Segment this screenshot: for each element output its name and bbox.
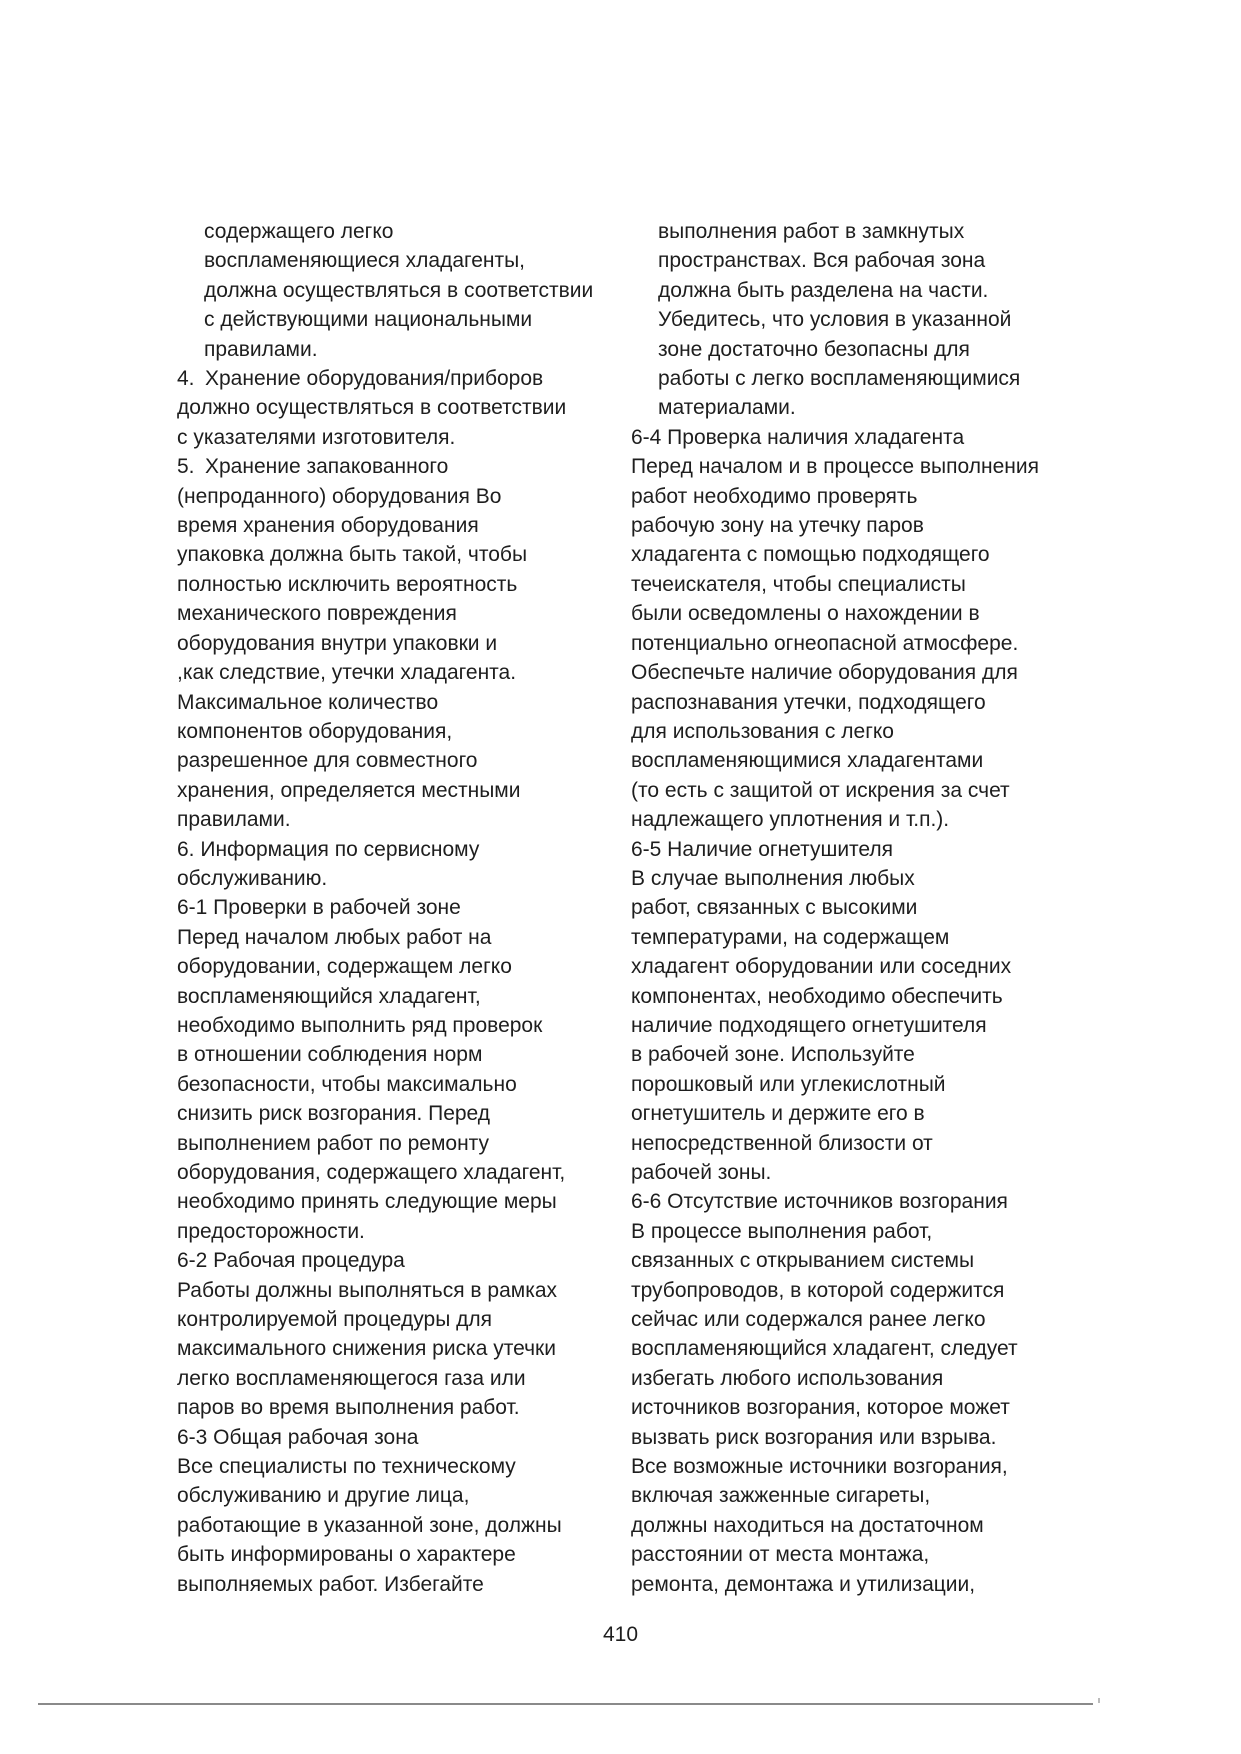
text-line: Максимальное количество bbox=[177, 690, 439, 714]
text-line: время хранения оборудования bbox=[177, 514, 479, 538]
text-line: расстоянии от места монтажа, bbox=[631, 1543, 930, 1567]
text-line: были осведомлены о нахождении в bbox=[631, 602, 980, 626]
section-heading-6-5: 6-5 Наличие огнетушителя bbox=[631, 837, 894, 861]
text-line: правилами. bbox=[177, 808, 291, 832]
text-line: зоне достаточно безопасны для bbox=[658, 337, 970, 361]
text-line: Все специалисты по техническому bbox=[177, 1455, 516, 1479]
section-body-6-3 bbox=[177, 1452, 627, 1599]
section-heading-6-3: 6-3 Общая рабочая зона bbox=[177, 1425, 419, 1449]
text-line: непосредственной близости от bbox=[631, 1131, 933, 1155]
footer-divider bbox=[38, 1703, 1093, 1705]
text-line: рабочей зоны. bbox=[631, 1161, 772, 1184]
text-line: должно осуществляться в соответствии bbox=[177, 396, 567, 420]
text-line: источников возгорания, которое может bbox=[631, 1396, 1010, 1420]
text-line: с действующими национальными bbox=[204, 308, 533, 332]
text-line: трубопроводов, в которой содержится bbox=[631, 1278, 1005, 1302]
paragraph-continuation bbox=[631, 217, 1081, 423]
text-line: полностью исключить вероятность bbox=[177, 572, 518, 596]
text-line: Перед началом любых работ на bbox=[177, 925, 492, 949]
text-line: выполнения работ в замкнутых bbox=[658, 220, 965, 243]
text-line: наличие подходящего огнетушителя bbox=[631, 1013, 987, 1037]
text-line: потенциально огнеопасной атмосфере. bbox=[631, 631, 1019, 655]
section-body-6-6 bbox=[631, 1217, 1081, 1599]
text-line: материалами. bbox=[658, 396, 796, 420]
text-line: (непроданного) оборудования Во bbox=[177, 484, 502, 508]
text-line: обслуживанию. bbox=[177, 866, 328, 890]
text-line: компонентов оборудования, bbox=[177, 719, 453, 743]
text-line: хладагент оборудовании или соседних bbox=[631, 955, 1012, 979]
text-line: необходимо выполнить ряд проверок bbox=[177, 1013, 543, 1037]
section-heading-6-6: 6-6 Отсутствие источников возгорания bbox=[631, 1190, 1008, 1214]
text-line: температурами, на содержащем bbox=[631, 925, 950, 949]
text-line: оборудовании, содержащем легко bbox=[177, 955, 512, 979]
text-line: вызвать риск возгорания или взрыва. bbox=[631, 1425, 997, 1449]
list-item-4 bbox=[177, 364, 627, 452]
text-line: должны находиться на достаточном bbox=[631, 1513, 984, 1537]
list-item-6 bbox=[177, 835, 627, 894]
text-line: огнетушитель и держите его в bbox=[631, 1102, 925, 1126]
text-line: ,как следствие, утечки хладагента. bbox=[177, 661, 517, 685]
section-body-6-1 bbox=[177, 923, 627, 1246]
list-item-5 bbox=[177, 452, 627, 834]
text-line: безопасности, чтобы максимально bbox=[177, 1072, 517, 1096]
text-line: правилами. bbox=[204, 337, 318, 361]
text-line: распознавания утечки, подходящего bbox=[631, 690, 986, 714]
text-line: хладагента с помощью подходящего bbox=[631, 543, 990, 567]
text-line: предосторожности. bbox=[177, 1219, 365, 1243]
text-line: воспламеняющиеся хладагенты, bbox=[204, 249, 526, 273]
left-column bbox=[177, 217, 627, 1599]
section-body-6-2 bbox=[177, 1276, 627, 1423]
text-line: выполняемых работ. Избегайте bbox=[177, 1572, 484, 1596]
text-line: работ необходимо проверять bbox=[631, 484, 918, 508]
page-number: 410 bbox=[602, 1623, 639, 1646]
text-line: максимального снижения риска утечки bbox=[177, 1337, 556, 1361]
text-line: в отношении соблюдения норм bbox=[177, 1043, 483, 1067]
text-line: В процессе выполнения работ, bbox=[631, 1219, 933, 1243]
text-line: Работы должны выполняться в рамках bbox=[177, 1278, 558, 1302]
text-line: избегать любого использования bbox=[631, 1366, 944, 1390]
text-line: воспламеняющийся хладагент, bbox=[177, 984, 481, 1008]
text-line: Хранение оборудования/приборов bbox=[205, 367, 544, 391]
text-line: сейчас или содержался ранее легко bbox=[631, 1308, 986, 1332]
text-line: с указателями изготовителя. bbox=[177, 425, 456, 449]
text-line: Убедитесь, что условия в указанной bbox=[658, 308, 1012, 332]
text-line: быть информированы о характере bbox=[177, 1543, 516, 1567]
text-line: работы с легко воспламеняющимися bbox=[658, 367, 1021, 391]
text-line: Хранение запакованного bbox=[205, 455, 449, 479]
text-line: паров во время выполнения работ. bbox=[177, 1396, 520, 1420]
text-line: течеискателя, чтобы специалисты bbox=[631, 572, 966, 596]
section-body-6-5 bbox=[631, 864, 1081, 1187]
text-line: упаковка должна быть такой, чтобы bbox=[177, 543, 528, 567]
text-line: необходимо принять следующие меры bbox=[177, 1190, 557, 1214]
text-line: компонентах, необходимо обеспечить bbox=[631, 984, 1003, 1008]
text-line: В случае выполнения любых bbox=[631, 866, 915, 890]
list-number: 5. bbox=[177, 455, 195, 479]
right-column bbox=[631, 217, 1081, 1599]
text-line: работающие в указанной зоне, должны bbox=[177, 1513, 562, 1537]
text-line: надлежащего уплотнения и т.п.). bbox=[631, 808, 950, 832]
text-line: ремонта, демонтажа и утилизации, bbox=[631, 1572, 976, 1596]
footer-mark bbox=[1098, 1698, 1100, 1703]
text-line: для использования с легко bbox=[631, 719, 894, 743]
text-line: порошковый или углекислотный bbox=[631, 1072, 946, 1096]
text-line: контролируемой процедуры для bbox=[177, 1308, 493, 1332]
list-number: 4. bbox=[177, 367, 195, 391]
section-heading-6-4: 6-4 Проверка наличия хладагента bbox=[631, 425, 965, 449]
text-line: должна осуществляться в соответствии bbox=[204, 278, 594, 302]
text-line: включая зажженные сигареты, bbox=[631, 1484, 931, 1508]
text-line: рабочую зону на утечку паров bbox=[631, 514, 924, 538]
text-line: должна быть разделена на части. bbox=[658, 278, 989, 302]
section-heading-6-2: 6-2 Рабочая процедура bbox=[177, 1249, 405, 1273]
text-line: связанных с открыванием системы bbox=[631, 1249, 975, 1273]
text-line: (то есть с защитой от искрения за счет bbox=[631, 778, 1010, 802]
paragraph-continuation bbox=[177, 217, 627, 364]
text-line: содержащего легко bbox=[204, 220, 394, 243]
text-line: воспламеняющийся хладагент, следует bbox=[631, 1337, 1018, 1361]
text-line: работ, связанных с высокими bbox=[631, 896, 918, 920]
text-line: хранения, определяется местными bbox=[177, 778, 521, 802]
text-line: снизить риск возгорания. Перед bbox=[177, 1102, 491, 1126]
text-line: разрешенное для совместного bbox=[177, 749, 478, 773]
text-line: выполнением работ по ремонту bbox=[177, 1131, 490, 1155]
section-body-6-4 bbox=[631, 452, 1081, 834]
text-line: оборудования, содержащего хладагент, bbox=[177, 1161, 566, 1184]
text-line: оборудования внутри упаковки и bbox=[177, 631, 498, 655]
section-heading-6-1: 6-1 Проверки в рабочей зоне bbox=[177, 896, 461, 920]
text-line: воспламеняющимися хладагентами bbox=[631, 749, 984, 773]
text-line: 6. Информация по сервисному bbox=[177, 837, 480, 861]
text-line: обслуживанию и другие лица, bbox=[177, 1484, 470, 1508]
text-line: в рабочей зоне. Используйте bbox=[631, 1043, 915, 1067]
text-line: Все возможные источники возгорания, bbox=[631, 1455, 1008, 1479]
text-line: механического повреждения bbox=[177, 602, 457, 626]
text-line: пространствах. Вся рабочая зона bbox=[658, 249, 986, 273]
text-line: Обеспечьте наличие оборудования для bbox=[631, 661, 1018, 685]
text-line: Перед началом и в процессе выполнения bbox=[631, 455, 1039, 479]
text-line: легко воспламеняющегося газа или bbox=[177, 1366, 526, 1390]
